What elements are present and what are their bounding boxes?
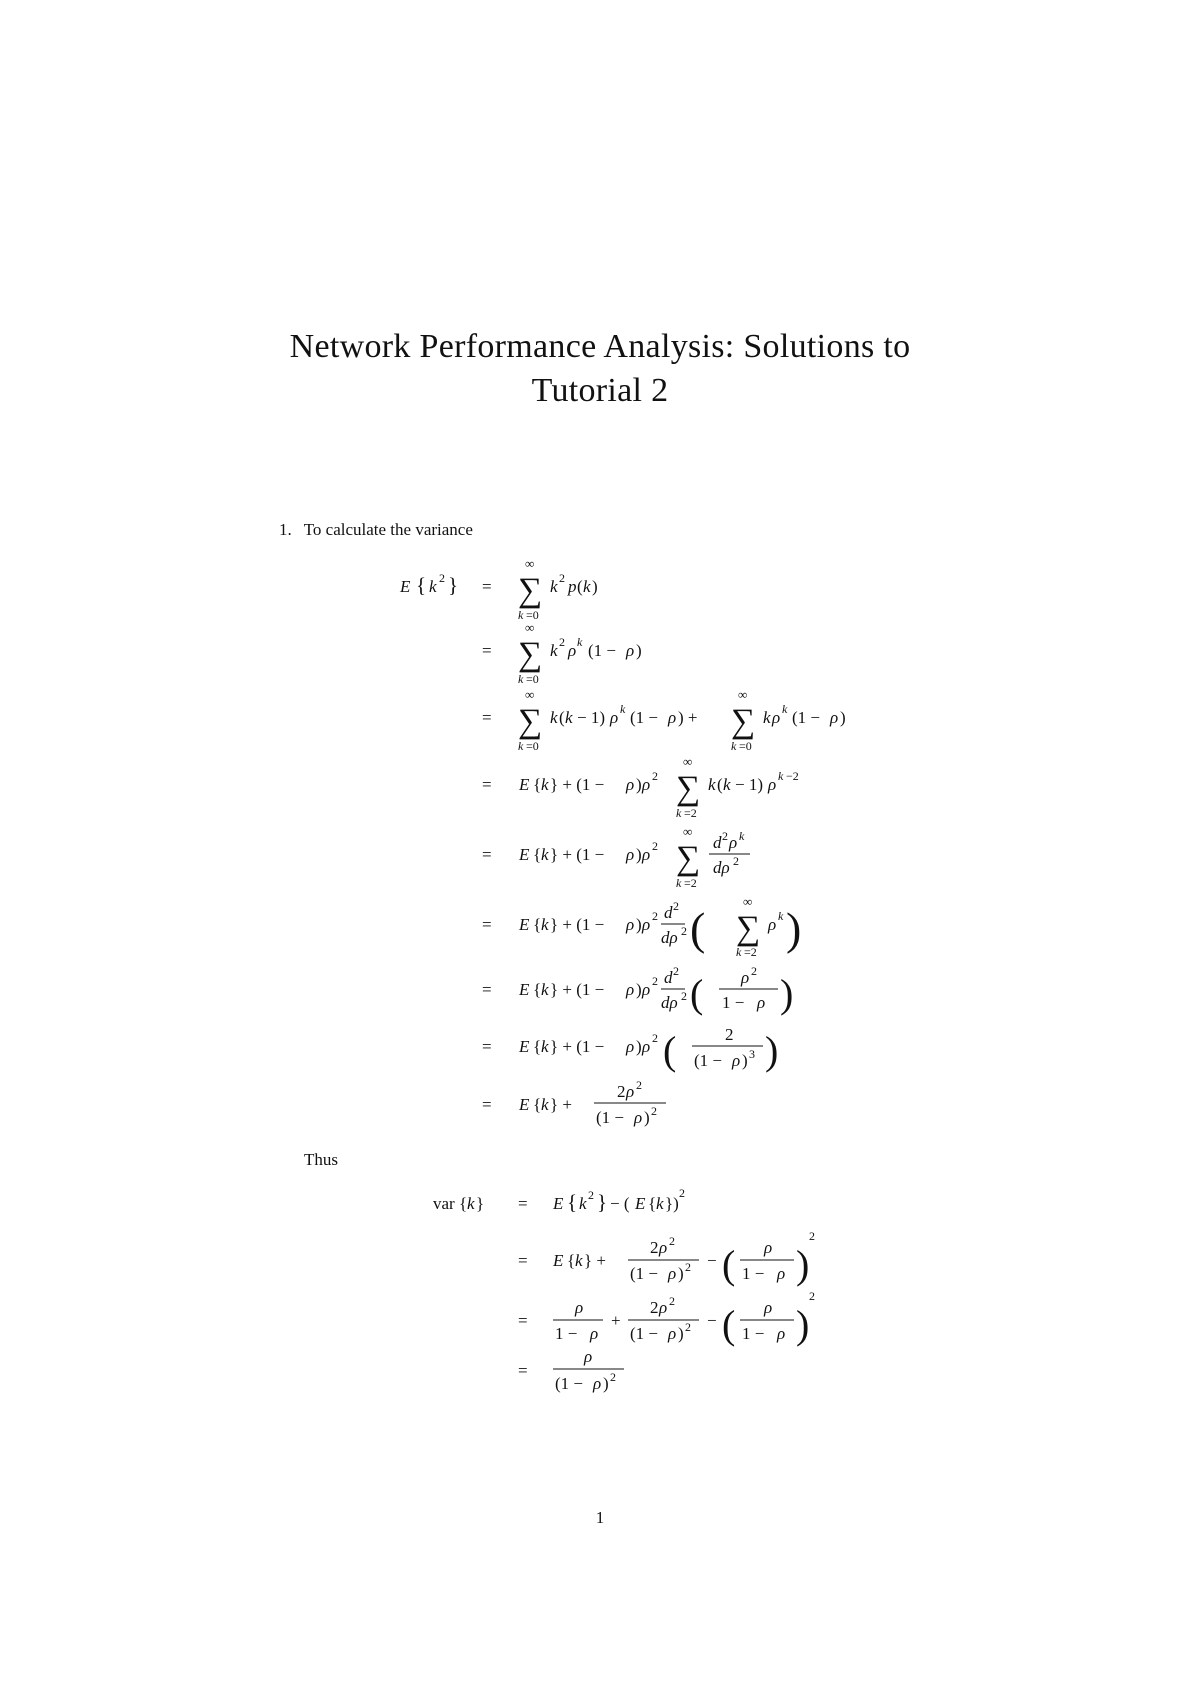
page-number: 1 xyxy=(595,1508,605,1527)
svg-text:∞: ∞ xyxy=(683,754,693,769)
svg-text:(: ( xyxy=(722,1242,736,1287)
svg-text:): ) xyxy=(840,708,846,727)
svg-text:{: { xyxy=(533,980,542,999)
svg-text:− 1): − 1) xyxy=(577,708,605,727)
svg-text:ρ: ρ xyxy=(764,1238,773,1257)
variance-row-4 xyxy=(518,1347,624,1393)
svg-text:=: = xyxy=(482,775,492,794)
svg-text:=2: =2 xyxy=(684,876,697,890)
svg-text:k: k xyxy=(550,708,558,727)
svg-text:∑: ∑ xyxy=(676,770,701,807)
svg-text:(: ( xyxy=(663,1028,677,1073)
svg-text:k: k xyxy=(731,739,737,753)
svg-text:ρ: ρ xyxy=(642,1037,651,1056)
variance-row-1 xyxy=(518,1186,685,1214)
svg-text:∑: ∑ xyxy=(676,840,701,877)
svg-text:ρ: ρ xyxy=(642,845,651,864)
svg-text:−2: −2 xyxy=(786,769,799,783)
svg-text:ρ: ρ xyxy=(610,708,619,727)
svg-text:ρ: ρ xyxy=(768,775,777,794)
equation-row-5 xyxy=(482,824,750,890)
svg-text:} + (1 −: } + (1 − xyxy=(550,775,605,794)
svg-text:): ) xyxy=(636,980,642,999)
svg-text:}: } xyxy=(597,1190,608,1214)
item-text: To calculate the variance xyxy=(303,520,473,539)
svg-text:k: k xyxy=(778,909,784,923)
svg-text:): ) xyxy=(765,1028,779,1073)
svg-text:(1 −: (1 − xyxy=(630,1264,658,1283)
svg-text:var: var xyxy=(433,1194,455,1213)
svg-text:∞: ∞ xyxy=(683,824,693,839)
svg-text:=: = xyxy=(482,915,492,934)
svg-text:): ) xyxy=(636,845,642,864)
equation-row-6 xyxy=(482,894,801,959)
svg-text:=: = xyxy=(482,1037,492,1056)
svg-text:ρ: ρ xyxy=(729,833,738,852)
equation-row-4 xyxy=(482,754,799,820)
svg-text:2: 2 xyxy=(617,1082,626,1101)
svg-text:2: 2 xyxy=(673,899,679,913)
svg-text:k: k xyxy=(739,829,745,843)
svg-text:k: k xyxy=(467,1194,475,1213)
svg-text:E: E xyxy=(519,915,530,934)
svg-text:ρ: ρ xyxy=(772,708,781,727)
svg-text:(1 −: (1 − xyxy=(694,1051,722,1070)
svg-text:1 −: 1 − xyxy=(742,1324,765,1343)
svg-text:(: ( xyxy=(690,971,704,1016)
svg-text:=0: =0 xyxy=(739,739,752,753)
svg-text:E: E xyxy=(519,1095,530,1114)
svg-text:2: 2 xyxy=(681,924,687,938)
svg-text:2: 2 xyxy=(809,1289,815,1303)
svg-text:{: { xyxy=(459,1194,468,1213)
svg-text:ρ: ρ xyxy=(642,915,651,934)
svg-text:): ) xyxy=(786,903,802,954)
svg-text:k: k xyxy=(763,708,771,727)
svg-text:2: 2 xyxy=(669,1294,675,1308)
svg-text:E: E xyxy=(519,775,530,794)
svg-text:ρ: ρ xyxy=(626,641,635,660)
svg-text:∑: ∑ xyxy=(518,572,543,609)
svg-text:ρ: ρ xyxy=(777,1264,786,1283)
svg-text:} + (1 −: } + (1 − xyxy=(550,915,605,934)
equation-row-2 xyxy=(482,620,642,686)
svg-text:ρ: ρ xyxy=(626,845,635,864)
svg-text:E: E xyxy=(553,1251,564,1270)
svg-text:=: = xyxy=(482,845,492,864)
svg-text:dρ: dρ xyxy=(713,858,730,877)
variance-row-2 xyxy=(518,1229,815,1287)
svg-text:1 −: 1 − xyxy=(555,1324,578,1343)
svg-text:): ) xyxy=(636,915,642,934)
svg-text:=: = xyxy=(518,1311,528,1330)
svg-text:d: d xyxy=(713,833,722,852)
svg-text:2: 2 xyxy=(673,964,679,978)
svg-text:ρ: ρ xyxy=(668,1324,677,1343)
svg-text:k: k xyxy=(620,702,626,716)
svg-text:ρ: ρ xyxy=(575,1298,584,1317)
svg-text:} +: } + xyxy=(584,1251,606,1270)
document-title-line-1: Network Performance Analysis: Solutions to xyxy=(289,328,911,365)
svg-text:ρ: ρ xyxy=(659,1238,668,1257)
svg-text:): ) xyxy=(603,1374,609,1393)
svg-text:k: k xyxy=(577,635,583,649)
svg-text:2: 2 xyxy=(725,1025,734,1044)
svg-text:(1 −: (1 − xyxy=(596,1108,624,1127)
svg-text:ρ: ρ xyxy=(568,641,577,660)
svg-text:ρ: ρ xyxy=(668,1264,677,1283)
svg-text:k: k xyxy=(782,702,788,716)
svg-text:k: k xyxy=(708,775,716,794)
svg-text:=: = xyxy=(518,1194,528,1213)
svg-text:∑: ∑ xyxy=(731,703,756,740)
svg-text:E: E xyxy=(519,845,530,864)
svg-text:ρ: ρ xyxy=(593,1374,602,1393)
svg-text:+: + xyxy=(611,1311,621,1330)
svg-text:{: { xyxy=(567,1190,578,1214)
svg-text:=2: =2 xyxy=(684,806,697,820)
svg-text:} + (1 −: } + (1 − xyxy=(550,845,605,864)
svg-text:=: = xyxy=(518,1361,528,1380)
svg-text:2: 2 xyxy=(559,635,565,649)
svg-text:ρ: ρ xyxy=(626,1082,635,1101)
svg-text:ρ: ρ xyxy=(626,980,635,999)
svg-text:k: k xyxy=(429,577,437,596)
svg-text:): ) xyxy=(796,1242,810,1287)
equation-block-2 xyxy=(433,1186,815,1393)
svg-text:− 1): − 1) xyxy=(735,775,763,794)
svg-text:k: k xyxy=(736,945,742,959)
svg-text:− (: − ( xyxy=(610,1194,630,1213)
svg-text:2: 2 xyxy=(652,1031,658,1045)
svg-text:): ) xyxy=(644,1108,650,1127)
svg-text:k: k xyxy=(676,806,682,820)
svg-text:k: k xyxy=(541,845,549,864)
svg-text:=: = xyxy=(482,980,492,999)
svg-text:k: k xyxy=(550,577,558,596)
document-title-line-2: Tutorial 2 xyxy=(531,372,669,409)
svg-text:(1 −: (1 − xyxy=(630,1324,658,1343)
svg-text:{: { xyxy=(533,845,542,864)
svg-text:ρ: ρ xyxy=(626,915,635,934)
svg-text:d: d xyxy=(664,968,673,987)
equation-block-1 xyxy=(399,556,846,1127)
svg-text:(1 −: (1 − xyxy=(630,708,658,727)
svg-text:k: k xyxy=(778,769,784,783)
svg-text:k: k xyxy=(575,1251,583,1270)
svg-text:k: k xyxy=(541,980,549,999)
svg-text:{: { xyxy=(533,1095,542,1114)
svg-text:1 −: 1 − xyxy=(742,1264,765,1283)
svg-text:k: k xyxy=(518,608,524,622)
lhs-expectation-k-squared xyxy=(399,571,458,597)
svg-text:ρ: ρ xyxy=(764,1298,773,1317)
svg-text:{: { xyxy=(533,1037,542,1056)
svg-text:): ) xyxy=(796,1302,810,1347)
svg-text:k: k xyxy=(518,672,524,686)
svg-text:(1 −: (1 − xyxy=(588,641,616,660)
svg-text:k: k xyxy=(550,641,558,660)
lhs-variance-k xyxy=(433,1194,484,1213)
svg-text:2: 2 xyxy=(650,1238,659,1257)
variance-row-3 xyxy=(518,1289,815,1347)
svg-text:): ) xyxy=(636,641,642,660)
svg-text:(: ( xyxy=(722,1302,736,1347)
svg-text:−: − xyxy=(707,1311,717,1330)
svg-text:ρ: ρ xyxy=(830,708,839,727)
svg-text:2: 2 xyxy=(588,1188,594,1202)
svg-text:∞: ∞ xyxy=(738,687,748,702)
svg-text:}: } xyxy=(448,573,459,597)
svg-text:E: E xyxy=(635,1194,646,1213)
svg-text:∞: ∞ xyxy=(743,894,753,909)
svg-text:dρ: dρ xyxy=(661,993,678,1012)
svg-text:d: d xyxy=(664,903,673,922)
svg-text:): ) xyxy=(678,1264,684,1283)
svg-text:ρ: ρ xyxy=(590,1324,599,1343)
svg-text:} + (1 −: } + (1 − xyxy=(550,1037,605,1056)
svg-text:(1 −: (1 − xyxy=(555,1374,583,1393)
svg-text:(1 −: (1 − xyxy=(792,708,820,727)
svg-text:E: E xyxy=(400,577,411,596)
svg-text:2: 2 xyxy=(679,1186,685,1200)
svg-text:∞: ∞ xyxy=(525,556,535,571)
svg-text:k: k xyxy=(565,708,573,727)
svg-text:k: k xyxy=(723,775,731,794)
svg-text:): ) xyxy=(742,1051,748,1070)
svg-text:): ) xyxy=(636,1037,642,1056)
svg-text:∞: ∞ xyxy=(525,687,535,702)
svg-text:ρ: ρ xyxy=(741,968,750,987)
svg-text:=: = xyxy=(518,1251,528,1270)
svg-text:ρ: ρ xyxy=(659,1298,668,1317)
svg-text:(: ( xyxy=(559,708,565,727)
svg-text:2: 2 xyxy=(610,1370,616,1384)
svg-text:k: k xyxy=(583,577,591,596)
svg-text:2: 2 xyxy=(733,854,739,868)
svg-text:): ) xyxy=(678,1324,684,1343)
svg-text:−: − xyxy=(707,1251,717,1270)
svg-text:(: ( xyxy=(717,775,723,794)
svg-text:∑: ∑ xyxy=(518,636,543,673)
svg-text:}): }) xyxy=(665,1194,679,1213)
svg-text:{: { xyxy=(533,775,542,794)
svg-text:k: k xyxy=(579,1194,587,1213)
svg-text:} + (1 −: } + (1 − xyxy=(550,980,605,999)
svg-text:=: = xyxy=(482,708,492,727)
equation-row-1 xyxy=(482,556,598,622)
svg-text:): ) xyxy=(636,775,642,794)
svg-text:2: 2 xyxy=(439,571,445,585)
equation-row-9 xyxy=(482,1078,666,1127)
svg-text:k: k xyxy=(541,1095,549,1114)
svg-text:ρ: ρ xyxy=(777,1324,786,1343)
svg-text:2: 2 xyxy=(652,909,658,923)
svg-text:=0: =0 xyxy=(526,739,539,753)
svg-text:dρ: dρ xyxy=(661,928,678,947)
svg-text:1 −: 1 − xyxy=(722,993,745,1012)
svg-text:{: { xyxy=(416,573,427,597)
svg-text:ρ: ρ xyxy=(584,1347,593,1366)
svg-text:=: = xyxy=(482,641,492,660)
svg-text:2: 2 xyxy=(685,1320,691,1334)
svg-text:∞: ∞ xyxy=(525,620,535,635)
svg-text:k: k xyxy=(518,739,524,753)
svg-text:k: k xyxy=(656,1194,664,1213)
svg-text:ρ: ρ xyxy=(732,1051,741,1070)
svg-text:2: 2 xyxy=(652,974,658,988)
svg-text:p: p xyxy=(568,577,577,596)
svg-text:k: k xyxy=(676,876,682,890)
svg-text:ρ: ρ xyxy=(626,775,635,794)
svg-text:2: 2 xyxy=(651,1104,657,1118)
svg-text:k: k xyxy=(541,775,549,794)
svg-text:2: 2 xyxy=(652,769,658,783)
svg-text:ρ: ρ xyxy=(626,1037,635,1056)
item-number: 1. xyxy=(279,520,292,539)
svg-text:ρ: ρ xyxy=(668,708,677,727)
svg-text:2: 2 xyxy=(669,1234,675,1248)
svg-text:=: = xyxy=(482,577,492,596)
equation-row-3 xyxy=(482,687,846,753)
svg-text:(: ( xyxy=(690,903,706,954)
thus-text: Thus xyxy=(304,1150,338,1169)
svg-text:ρ: ρ xyxy=(634,1108,643,1127)
svg-text:k: k xyxy=(541,1037,549,1056)
svg-text:} +: } + xyxy=(550,1095,572,1114)
svg-text:{: { xyxy=(533,915,542,934)
svg-text:2: 2 xyxy=(809,1229,815,1243)
svg-text:2: 2 xyxy=(681,989,687,1003)
svg-text:) +: ) + xyxy=(678,708,698,727)
svg-text:E: E xyxy=(519,1037,530,1056)
equation-row-7 xyxy=(482,964,793,1016)
svg-text:3: 3 xyxy=(749,1047,755,1061)
svg-text:=0: =0 xyxy=(526,672,539,686)
svg-text:=2: =2 xyxy=(744,945,757,959)
svg-text:2: 2 xyxy=(751,964,757,978)
svg-text:ρ: ρ xyxy=(642,775,651,794)
svg-text:ρ: ρ xyxy=(768,915,777,934)
svg-text:E: E xyxy=(553,1194,564,1213)
svg-text:ρ: ρ xyxy=(642,980,651,999)
equation-row-8 xyxy=(482,1025,778,1073)
svg-text:{: { xyxy=(648,1194,657,1213)
svg-text:2: 2 xyxy=(722,829,728,843)
svg-text:ρ: ρ xyxy=(757,993,766,1012)
svg-text:k: k xyxy=(541,915,549,934)
svg-text:=: = xyxy=(482,1095,492,1114)
svg-text:): ) xyxy=(780,971,794,1016)
svg-text:E: E xyxy=(519,980,530,999)
svg-text:=0: =0 xyxy=(526,608,539,622)
svg-text:2: 2 xyxy=(685,1260,691,1274)
svg-text:∑: ∑ xyxy=(736,910,761,947)
svg-text:∑: ∑ xyxy=(518,703,543,740)
svg-text:}: } xyxy=(476,1194,485,1213)
svg-text:): ) xyxy=(592,577,598,596)
svg-text:2: 2 xyxy=(652,839,658,853)
svg-text:2: 2 xyxy=(650,1298,659,1317)
svg-text:2: 2 xyxy=(559,571,565,585)
svg-text:2: 2 xyxy=(636,1078,642,1092)
svg-text:(: ( xyxy=(577,577,583,596)
svg-text:{: { xyxy=(567,1251,576,1270)
